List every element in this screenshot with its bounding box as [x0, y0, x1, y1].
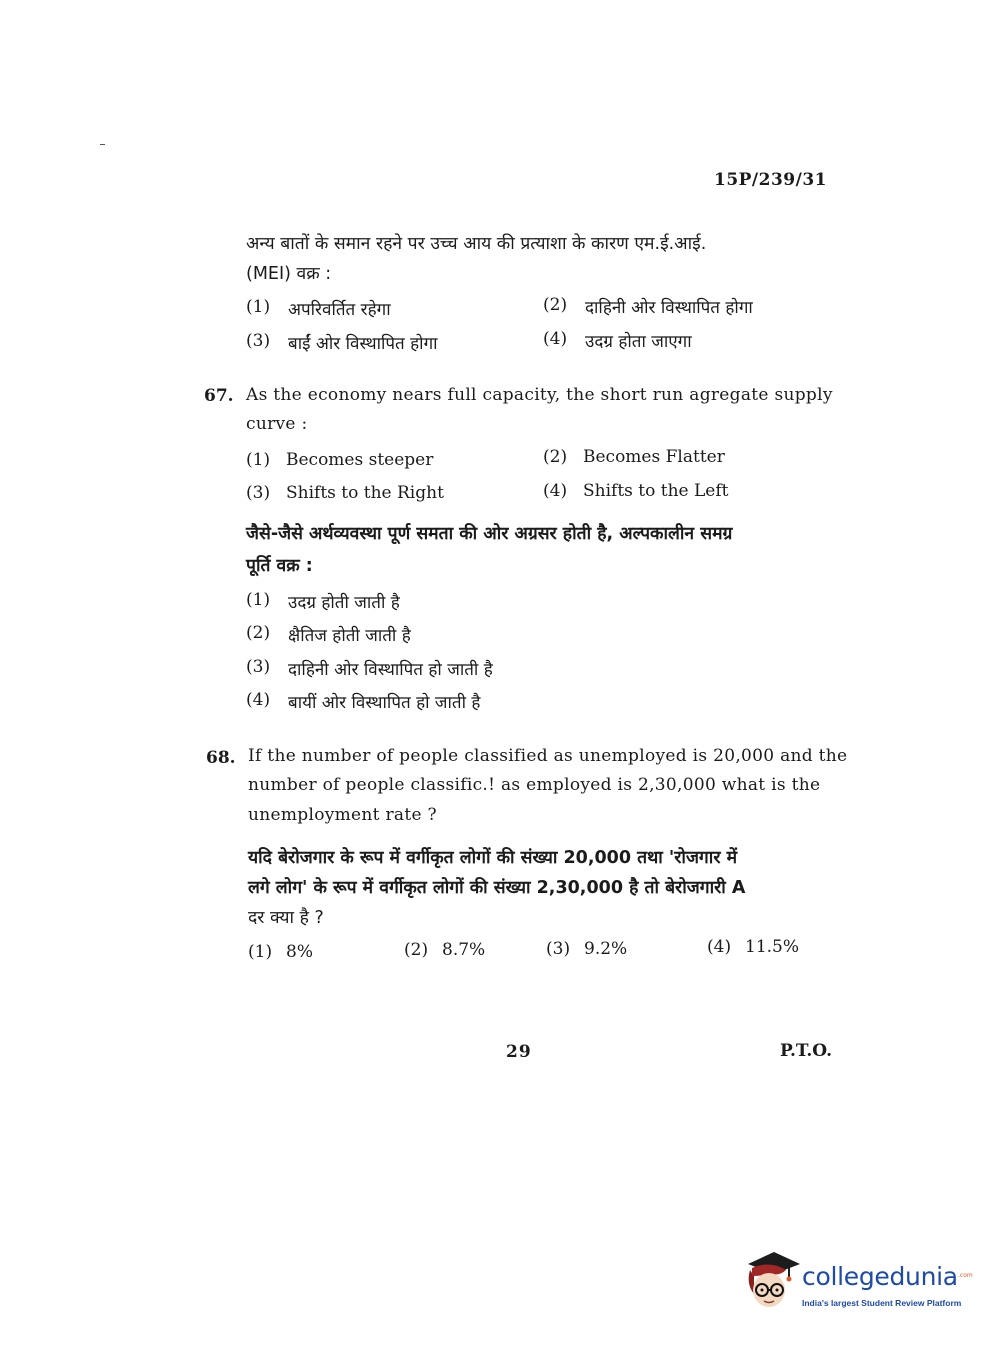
q68-hindi-line1: यदि बेरोजगार के रूप में वर्गीकृत लोगों की संख्या 20,000 तथा 'रोजगार में: [248, 848, 738, 868]
mascot-icon: [740, 1246, 802, 1312]
q68-option-4: [707, 937, 799, 957]
q68-stem-line2: number of people classific.! as employed is 2,30,000 what is the: [248, 775, 821, 795]
q66-hindi-stem-line1: अन्य बातों के समान रहने पर उच्च आय की प्रत्याशा के कारण एम.ई.आई.: [246, 234, 707, 254]
option-text: बायीं ओर विस्थापित हो जाती है: [288, 693, 481, 713]
logo-wordmark: collegedunia: [802, 1262, 958, 1291]
option-number: (3): [246, 483, 271, 503]
option-text: क्षैतिज होती जाती है: [288, 626, 411, 646]
option-number: (4): [707, 937, 732, 957]
pto-label: P.T.O.: [780, 1041, 832, 1061]
option-number: (2): [246, 623, 271, 643]
stray-mark: [100, 144, 105, 145]
option-text: Shifts to the Right: [286, 483, 444, 503]
option-text: अपरिवर्तित रहेगा: [288, 300, 391, 320]
option-text: Becomes Flatter: [583, 447, 725, 467]
q68-stem-line1: If the number of people classified as unemployed is 20,000 and the: [248, 746, 848, 766]
option-text: Becomes steeper: [286, 450, 434, 470]
q67-stem-line2: curve :: [246, 414, 308, 434]
option-number: (1): [246, 450, 271, 470]
q66-hindi-stem-line2: (MEI) वक्र :: [246, 264, 332, 284]
option-text: 8.7%: [442, 940, 486, 960]
option-text: 9.2%: [584, 939, 628, 959]
page-number: 29: [506, 1042, 532, 1062]
option-text: बाईं ओर विस्थापित होगा: [288, 334, 438, 354]
collegedunia-logo: [740, 1246, 973, 1316]
q67-hindi-option-3: [246, 657, 493, 680]
q66-option-4: [543, 329, 692, 352]
q67-option-3: [246, 483, 444, 503]
option-text: 8%: [286, 942, 313, 962]
option-text: उदग्र होता जाएगा: [585, 332, 692, 352]
q67-hindi-option-4: [246, 690, 480, 713]
q68-option-1: [248, 942, 313, 962]
option-number: (1): [246, 297, 271, 317]
option-number: (4): [543, 329, 568, 349]
q67-option-1: [246, 450, 433, 470]
option-number: (2): [404, 940, 429, 960]
q67-number: 67.: [204, 386, 234, 406]
q68-option-2: [404, 940, 485, 960]
q68-number: 68.: [206, 748, 236, 768]
option-number: (2): [543, 295, 568, 315]
option-text: दाहिनी ओर विस्थापित होगा: [585, 298, 753, 318]
q66-option-3: [246, 331, 438, 354]
option-text: उदग्र होती जाती है: [288, 593, 400, 613]
q67-hindi-stem-line2: पूर्ति वक्र :: [246, 556, 313, 576]
logo-suffix: .com: [958, 1272, 973, 1279]
q66-option-2: [543, 295, 753, 318]
q67-hindi-option-1: [246, 590, 400, 613]
option-number: (4): [246, 690, 271, 710]
paper-code: 15P/239/31: [713, 170, 827, 190]
option-number: (4): [543, 481, 568, 501]
logo-tagline: India's largest Student Review Platform: [802, 1298, 962, 1308]
q68-stem-line3: unemployment rate ?: [248, 805, 437, 825]
q68-hindi-line3: दर क्या है ?: [248, 908, 324, 928]
q67-hindi-option-2: [246, 623, 411, 646]
q67-stem-line1: As the economy nears full capacity, the short run agregate supply: [246, 385, 833, 405]
q66-option-1: [246, 297, 391, 320]
option-number: (1): [248, 942, 273, 962]
option-text: 11.5%: [745, 937, 800, 957]
option-number: (3): [546, 939, 571, 959]
option-text: दाहिनी ओर विस्थापित हो जाती है: [288, 660, 493, 680]
q67-hindi-stem-line1: जैसे-जैसे अर्थव्यवस्था पूर्ण समता की ओर अग्रसर होती है, अल्पकालीन समग्र: [246, 524, 733, 544]
q68-hindi-line2: लगे लोग' के रूप में वर्गीकृत लोगों की संख्या 2,30,000 है तो बेरोजगारी A: [248, 878, 746, 898]
option-text: Shifts to the Left: [583, 481, 729, 501]
q68-option-3: [546, 939, 627, 959]
q67-option-4: [543, 481, 728, 501]
q67-option-2: [543, 447, 725, 467]
option-number: (2): [543, 447, 568, 467]
option-number: (1): [246, 590, 271, 610]
option-number: (3): [246, 331, 271, 351]
option-number: (3): [246, 657, 271, 677]
